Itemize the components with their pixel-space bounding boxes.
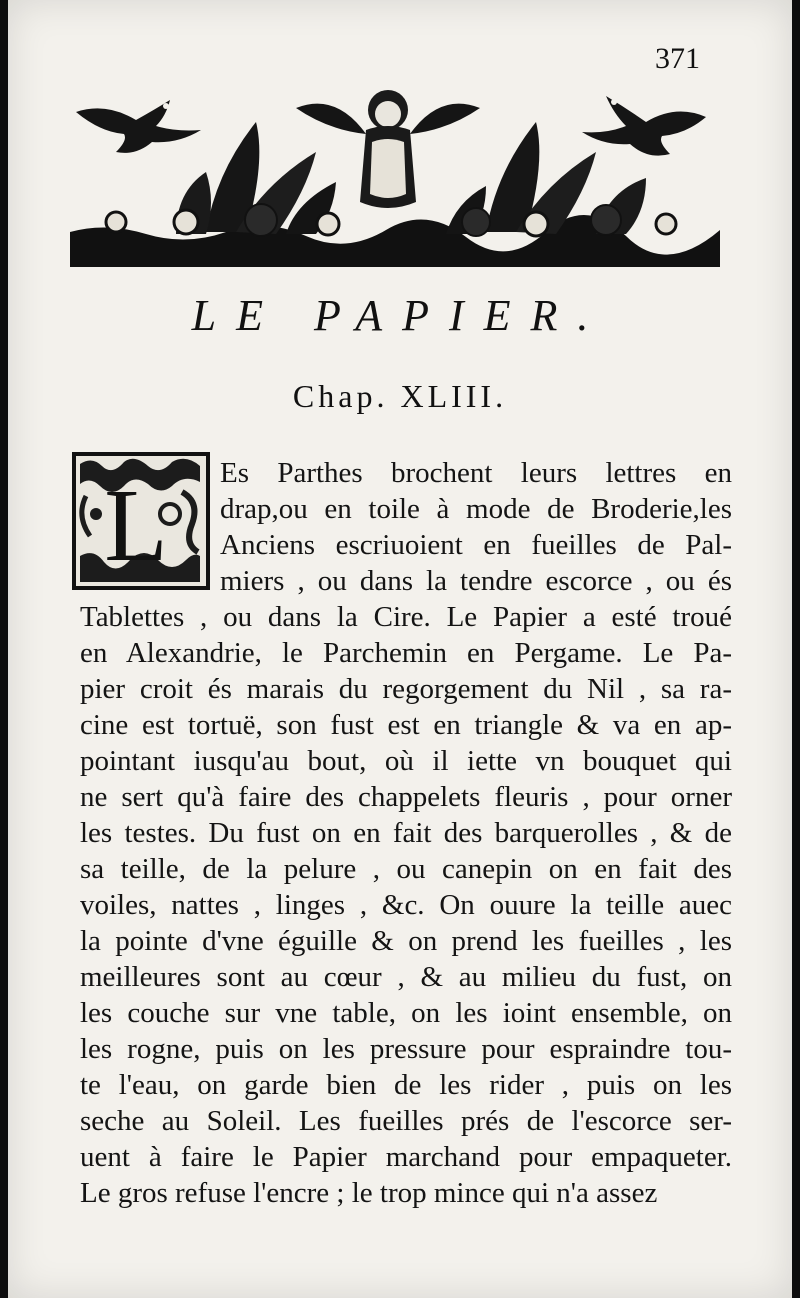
text-line: voiles, nattes , linges , &c. On ouure la teille auec	[80, 889, 732, 921]
text-line: les testes. Du fust on en fait des barquerolles , & de	[80, 817, 732, 849]
text-line: te l'eau, on garde bien de les rider , puis on les	[80, 1069, 732, 1101]
text-line: sa teille, de la pelure , ou canepin on en fait des	[80, 853, 732, 885]
page-title: LE PAPIER.	[191, 291, 609, 340]
text-line: cine est tortuë, son fust est en triangle & va en ap-	[80, 709, 732, 741]
text-line: Anciens escriuoient en fueilles de Pal-	[220, 529, 732, 561]
text-line: la pointe d'vne éguille & on prend les fueilles , les	[80, 925, 732, 957]
text-line: Tablettes , ou dans la Cire. Le Papier a esté troué	[80, 601, 732, 633]
text-line: pointant iusqu'au bout, où il iette vn bouquet qui	[80, 745, 732, 777]
text-line: uent à faire le Papier marchand pour empaqueter.	[80, 1141, 732, 1173]
text-line: miers , ou dans la tendre escorce , ou és	[220, 565, 732, 597]
text-line: meilleures sont au cœur , & au milieu du fust, on	[80, 961, 732, 993]
headpiece-cherub-birds-foliage-icon	[66, 82, 724, 272]
book-page	[8, 0, 792, 1298]
text-line: Le gros refuse l'encre ; le trop mince qui n'a assez	[80, 1177, 658, 1209]
text-line: en Alexandrie, le Parchemin en Pergame. Le Pa-	[80, 637, 732, 669]
page-number: 371	[655, 42, 700, 75]
chapter-heading: Chap. XLIII.	[292, 378, 508, 414]
drop-cap-initial	[72, 452, 210, 590]
text-line: seche au Soleil. Les fueilles prés de l'escorce ser-	[80, 1105, 732, 1137]
drop-cap-letter: L	[104, 468, 168, 583]
text-line: Es Parthes brochent leurs lettres en	[220, 457, 732, 489]
text-line: pier croit és marais du regorgement du Nil , sa ra-	[80, 673, 732, 705]
text-line: ne sert qu'à faire des chappelets fleuris , pour orner	[80, 781, 732, 813]
text-line: les rogne, puis on les pressure pour espraindre tou-	[80, 1033, 732, 1065]
text-line: drap,ou en toile à mode de Broderie,les	[220, 493, 732, 525]
text-line: les couche sur vne table, on les ioint ensemble, on	[80, 997, 732, 1029]
